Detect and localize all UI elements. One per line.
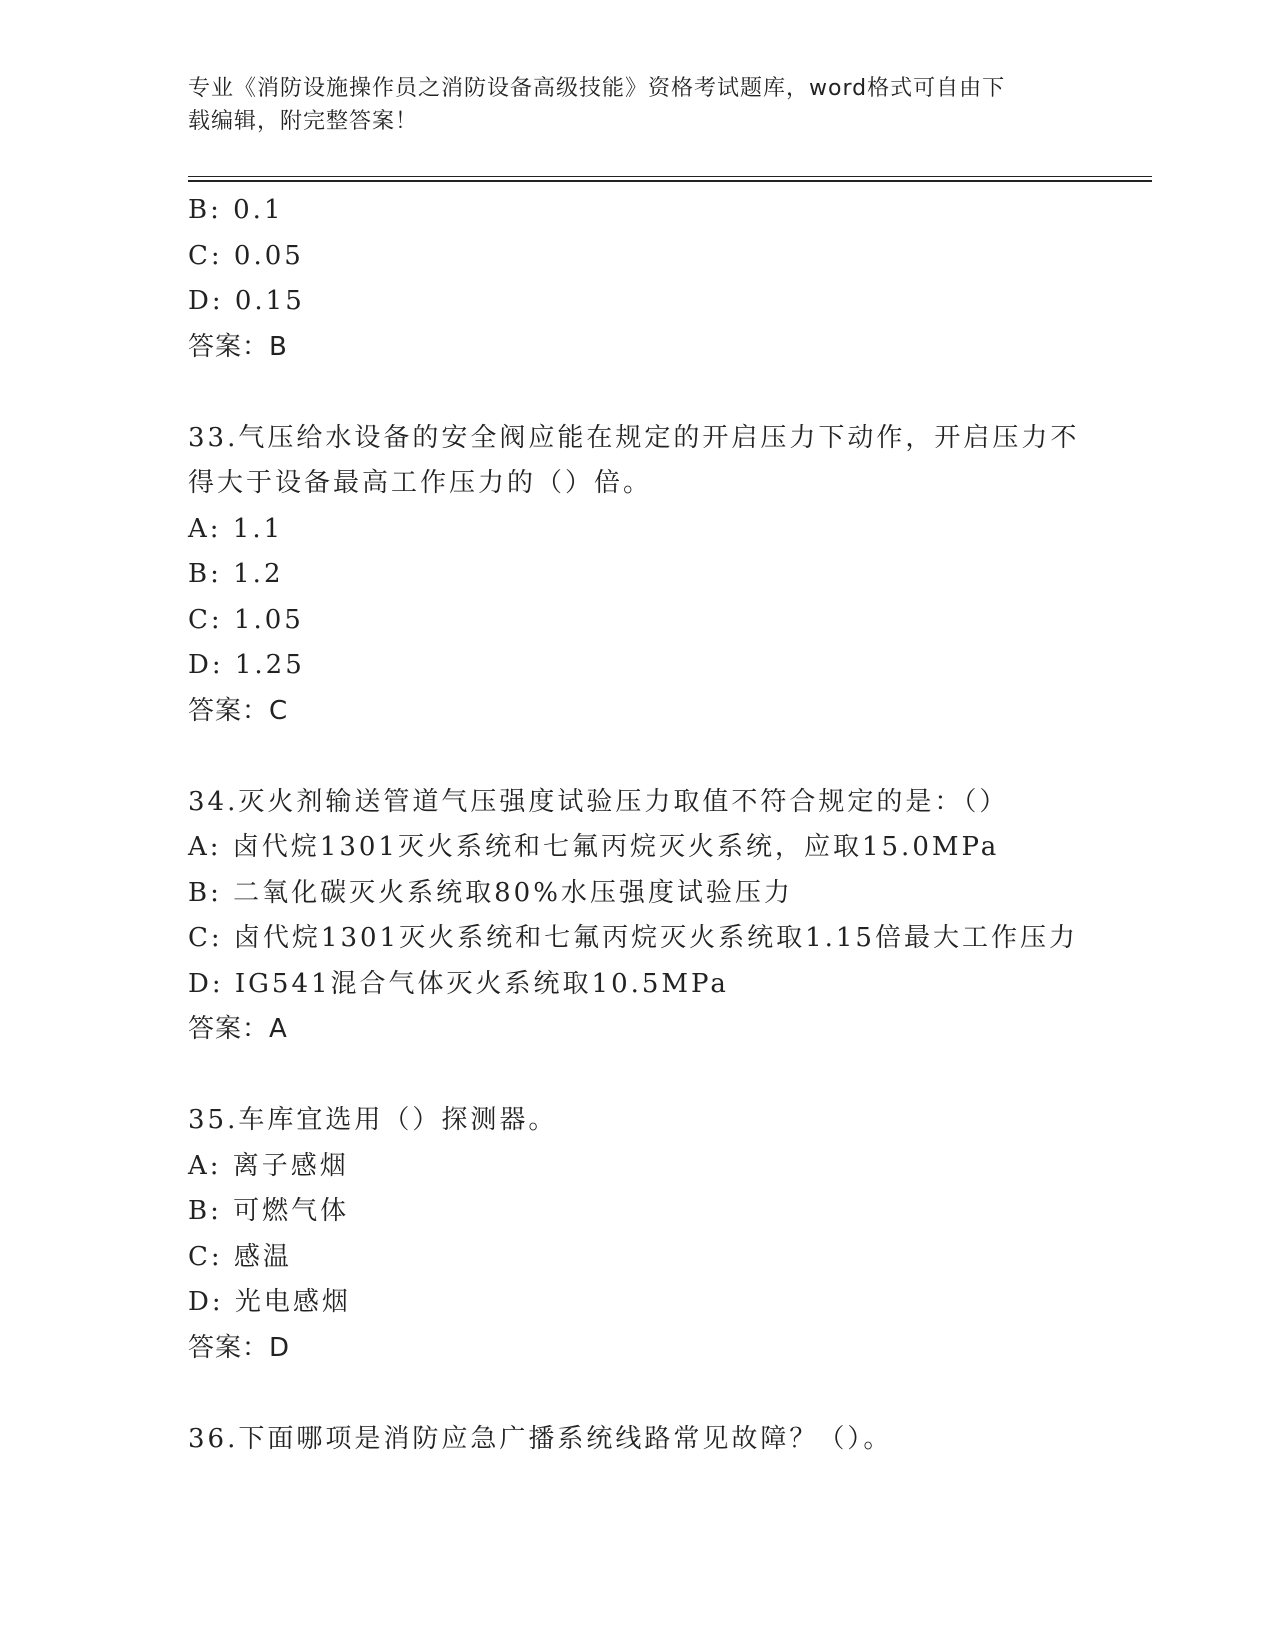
option-a: A: 离子感烟 xyxy=(188,1150,349,1181)
question-32-partial xyxy=(188,188,1088,370)
option-c: C: 0.05 xyxy=(188,240,304,271)
option-b: B: 二氧化碳灭火系统取80%水压强度试验压力 xyxy=(188,877,793,908)
option-d: D: 光电感烟 xyxy=(188,1287,351,1317)
option-b: B: 可燃气体 xyxy=(188,1196,350,1226)
document-header xyxy=(188,72,1068,138)
header-line-1: 专业《消防设施操作员之消防设备高级技能》资格考试题库，word格式可自由下 xyxy=(188,76,1006,101)
question-34 xyxy=(188,780,1088,1053)
question-stem: 得大于设备最高工作压力的（）倍。 xyxy=(188,468,653,498)
option-c: C: 1.05 xyxy=(188,604,304,635)
header-rule-thin xyxy=(188,176,1152,177)
spacer xyxy=(188,370,1088,416)
option-a: A: 卤代烷1301灭火系统和七氟丙烷灭火系统，应取15.0MPa xyxy=(188,832,1000,862)
question-stem: 33.气压给水设备的安全阀应能在规定的开启压力下动作，开启压力不 xyxy=(188,422,1080,453)
option-d: D: IG541混合气体灭火系统取10.5MPa xyxy=(188,968,729,999)
option-d: D: 0.15 xyxy=(188,286,305,316)
option-d: D: 1.25 xyxy=(188,650,305,680)
spacer xyxy=(188,1371,1088,1417)
header-rule-thick xyxy=(188,180,1152,182)
option-c: C: 卤代烷1301灭火系统和七氟丙烷灭火系统取1.15倍最大工作压力 xyxy=(188,923,1078,953)
question-stem: 35.车库宜选用（）探测器。 xyxy=(188,1105,558,1135)
question-list xyxy=(188,188,1088,1462)
header-line-2: 载编辑，附完整答案！ xyxy=(188,109,419,134)
option-a: A: 1.1 xyxy=(188,513,284,544)
option-b: B: 1.2 xyxy=(188,559,284,589)
spacer xyxy=(188,1053,1088,1099)
answer-line: 答案：D xyxy=(188,1332,291,1363)
spacer xyxy=(188,734,1088,780)
question-stem: 36.下面哪项是消防应急广播系统线路常见故障？（）。 xyxy=(188,1423,893,1454)
question-33 xyxy=(188,416,1088,735)
answer-line: 答案：C xyxy=(188,695,289,726)
answer-line: 答案：B xyxy=(188,331,288,362)
question-stem: 34.灭火剂输送管道气压强度试验压力取值不符合规定的是：（） xyxy=(188,786,1009,817)
answer-line: 答案：A xyxy=(188,1014,288,1044)
option-c: C: 感温 xyxy=(188,1241,292,1272)
question-36 xyxy=(188,1417,1088,1463)
question-35 xyxy=(188,1098,1088,1371)
option-b: B: 0.1 xyxy=(188,195,284,225)
